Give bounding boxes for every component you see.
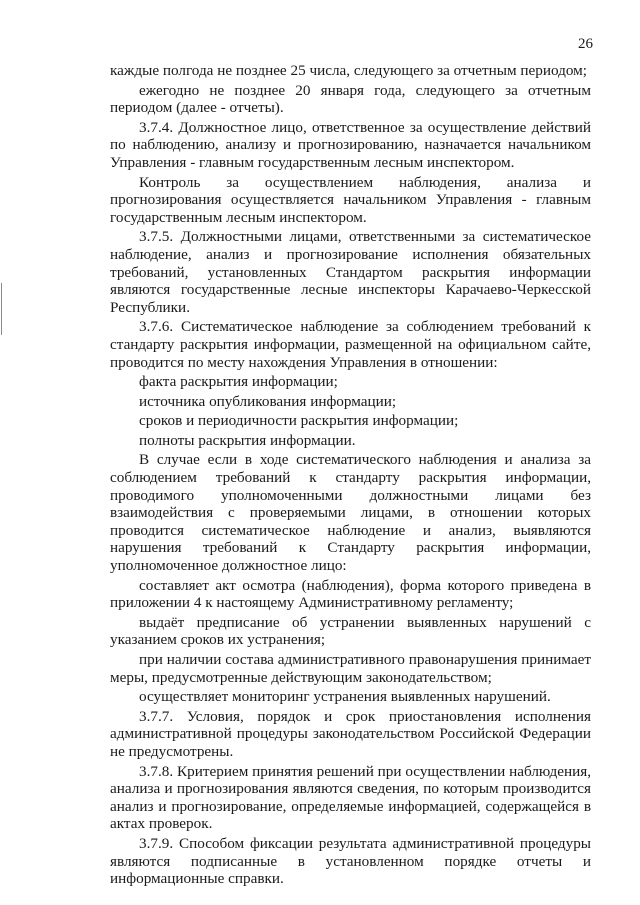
- document-body: [110, 62, 591, 890]
- paragraph-3-7-4: 3.7.4. Должностное лицо, ответственное за осуществление действий по наблюдению, анализу и прогнозированию, назначается начальником Управления - главным государственным лесным инспектором.: [110, 118, 591, 171]
- paragraph-3-7-9: 3.7.9. Способом фиксации результата административной процедуры являются подписанные в установленном порядке отчеты и информационные справки.: [110, 834, 591, 888]
- scan-edge-mark: [1, 283, 2, 335]
- list-item: полноты раскрытия информации.: [139, 431, 356, 449]
- paragraph-3-7-5: 3.7.5. Должностными лицами, ответственными за систематическое наблюдение, анализ и прогнозирование исполнения обязательных требований, установленных Стандартом раскрытия информации являются государственные лесные инспекторы Карачаево-Черкесской Республики.: [110, 228, 591, 316]
- list-item: выдаёт предписание об устранении выявленных нарушений с указанием сроков их устранения;: [110, 613, 591, 649]
- paragraph-3-7-8: 3.7.8. Критерием принятия решений при осуществлении наблюдения, анализа и прогнозирования являются сведения, по которым производится анализ и прогнозирование, определяемые информацией, содержащейся в актах проверок.: [110, 762, 591, 833]
- list-item: факта раскрытия информации;: [139, 373, 338, 391]
- paragraph: каждые полгода не позднее 25 числа, следующего за отчетным периодом;: [110, 62, 588, 79]
- paragraph: В случае если в ходе систематического наблюдения и анализа за соблюдением требований к стандарту раскрытия информации, проводимого уполномоченными должностными лицами без взаимодействия с проверяемыми лицами, в отношении которых проводится систематическое наблюдение и анализ, выявляются нарушения требований к Стандарту раскрытия информации, уполномоченное должностное лицо:: [110, 451, 591, 575]
- paragraph: ежегодно не позднее 20 января года, следующего за отчетным периодом (далее - отчеты).: [110, 81, 591, 117]
- paragraph: Контроль за осуществлением наблюдения, анализа и прогнозирования осуществляется начальником Управления - главным государственным лесным инспектором.: [110, 173, 591, 226]
- list-item: при наличии состава административного правонарушения принимает меры, предусмотренные действующим законодательством;: [110, 651, 591, 686]
- page-number: 26: [578, 36, 593, 52]
- list-item: осуществляет мониторинг устранения выявленных нарушений.: [139, 688, 551, 706]
- list-item: сроков и периодичности раскрытия информации;: [139, 412, 459, 430]
- list-item: составляет акт осмотра (наблюдения), форма которого приведена в приложении 4 к настоящему Административному регламенту;: [110, 576, 591, 612]
- paragraph-3-7-7: 3.7.7. Условия, порядок и срок приостановления исполнения административной процедуры законодательством Российской Федерации не предусмотрены.: [110, 707, 591, 760]
- list-item: источника опубликования информации;: [139, 392, 397, 410]
- paragraph-3-7-6: 3.7.6. Систематическое наблюдение за соблюдением требований к стандарту раскрытия информации, размещенной на официальном сайте, проводится по месту нахождения Управления в отношении:: [110, 318, 591, 371]
